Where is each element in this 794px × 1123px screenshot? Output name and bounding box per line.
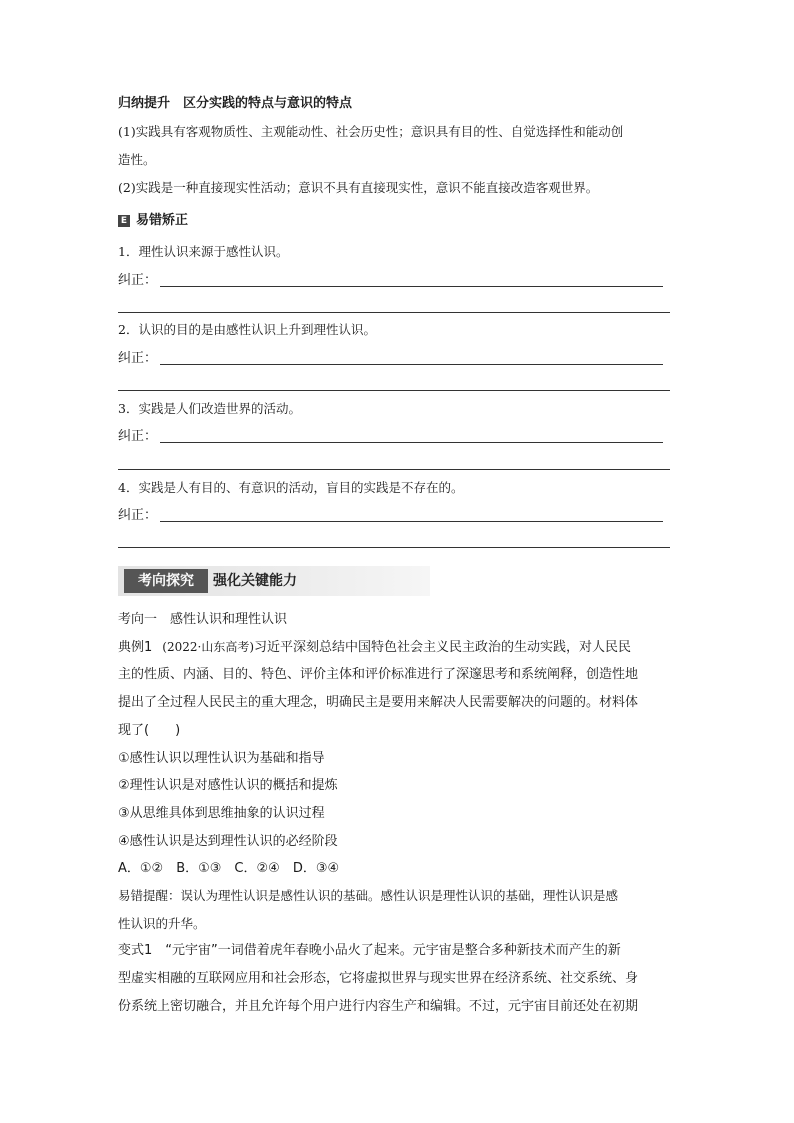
summary-item-1-line-1: (1)实践具有客观物质性、主观能动性、社会历史性；意识具有目的性、自觉选择性和能动创 [118, 124, 624, 139]
variant-line-1: 变式1 “元宇宙”一词借着虎年春晚小品火了起来。元宇宙是整合多种新技术而产生的新 [118, 943, 621, 958]
error-item-1: 1．理性认识来源于感性认识。 [118, 244, 289, 259]
correction-line-2b[interactable] [118, 390, 670, 391]
error-item-3: 3．实践是人们改造世界的活动。 [118, 401, 301, 416]
section-banner-main: 考向探究 [124, 569, 208, 593]
correction-label-3: 纠正： [118, 429, 158, 444]
example-line-3: 提出了全过程人民民主的重大理念，明确民主是要用来解决人民需要解决的问题的。材料体 [118, 695, 639, 710]
error-item-4: 4．实践是人有目的、有意识的活动，盲目的实践是不存在的。 [118, 480, 464, 495]
example-option-1: ①感性认识以理性认识为基础和指导 [118, 751, 325, 766]
example-line-4: 现了( ) [118, 723, 181, 738]
variant-line-2: 型虚实相融的互联网应用和社会形态，它将虚拟世界与现实世界在经济系统、社交系统、身 [118, 971, 639, 986]
correction-label-1: 纠正： [118, 273, 158, 288]
correction-line-2a[interactable] [160, 364, 663, 365]
correction-label-2: 纠正： [118, 351, 158, 366]
correction-line-3a[interactable] [160, 442, 663, 443]
example-option-3: ③从思维具体到思维抽象的认识过程 [118, 806, 325, 821]
section-banner-sub: 强化关键能力 [213, 573, 297, 589]
error-correction-title: 易错矫正 [136, 213, 189, 228]
example-option-2: ②理性认识是对感性认识的概括和提炼 [118, 778, 338, 793]
direction-title: 考向一 感性认识和理性认识 [118, 612, 288, 627]
example-line-2: 主的性质、内涵、目的、特色、评价主体和评价标准进行了深邃思考和系统阐释，创造性地 [118, 667, 639, 682]
tip-line-1 [118, 887, 618, 905]
summary-item-2: (2)实践是一种直接现实性活动；意识不具有直接现实性，意识不能直接改造客观世界。 [118, 180, 599, 195]
example-line-1-text: 习近平深刻总结中国特色社会主义民主政治的生动实践，对人民民 [254, 640, 632, 655]
correction-line-1a[interactable] [160, 286, 663, 287]
correction-line-1b[interactable] [118, 312, 670, 313]
example-label: 典例1 [118, 640, 153, 655]
variant-line-3: 份系统上密切融合，并且允许每个用户进行内容生产和编辑。不过，元宇宙目前还处在初期 [118, 999, 639, 1014]
tip-line-1-text: 误认为理性认识是感性认识的基础。感性认识是理性认识的基础，理性认识是感 [180, 888, 619, 903]
summary-item-1-line-2: 造性。 [118, 152, 156, 167]
correction-line-3b[interactable] [118, 469, 670, 470]
summary-heading: 归纳提升 区分实践的特点与意识的特点 [118, 96, 353, 111]
tip-label: 易错提醒： [118, 888, 181, 903]
correction-line-4b[interactable] [118, 547, 670, 548]
example-option-4: ④感性认识是达到理性认识的必经阶段 [118, 834, 338, 849]
example-choices: A．①② B．①③ C．②④ D．③④ [118, 861, 340, 876]
example-line-1 [118, 638, 631, 657]
error-correction-icon: E [118, 215, 130, 227]
example-source: (2022·山东高考) [162, 640, 254, 654]
error-item-2: 2．认识的目的是由感性认识上升到理性认识。 [118, 322, 376, 337]
tip-line-2: 性认识的升华。 [118, 916, 206, 931]
correction-label-4: 纠正： [118, 508, 158, 523]
correction-line-4a[interactable] [160, 521, 663, 522]
